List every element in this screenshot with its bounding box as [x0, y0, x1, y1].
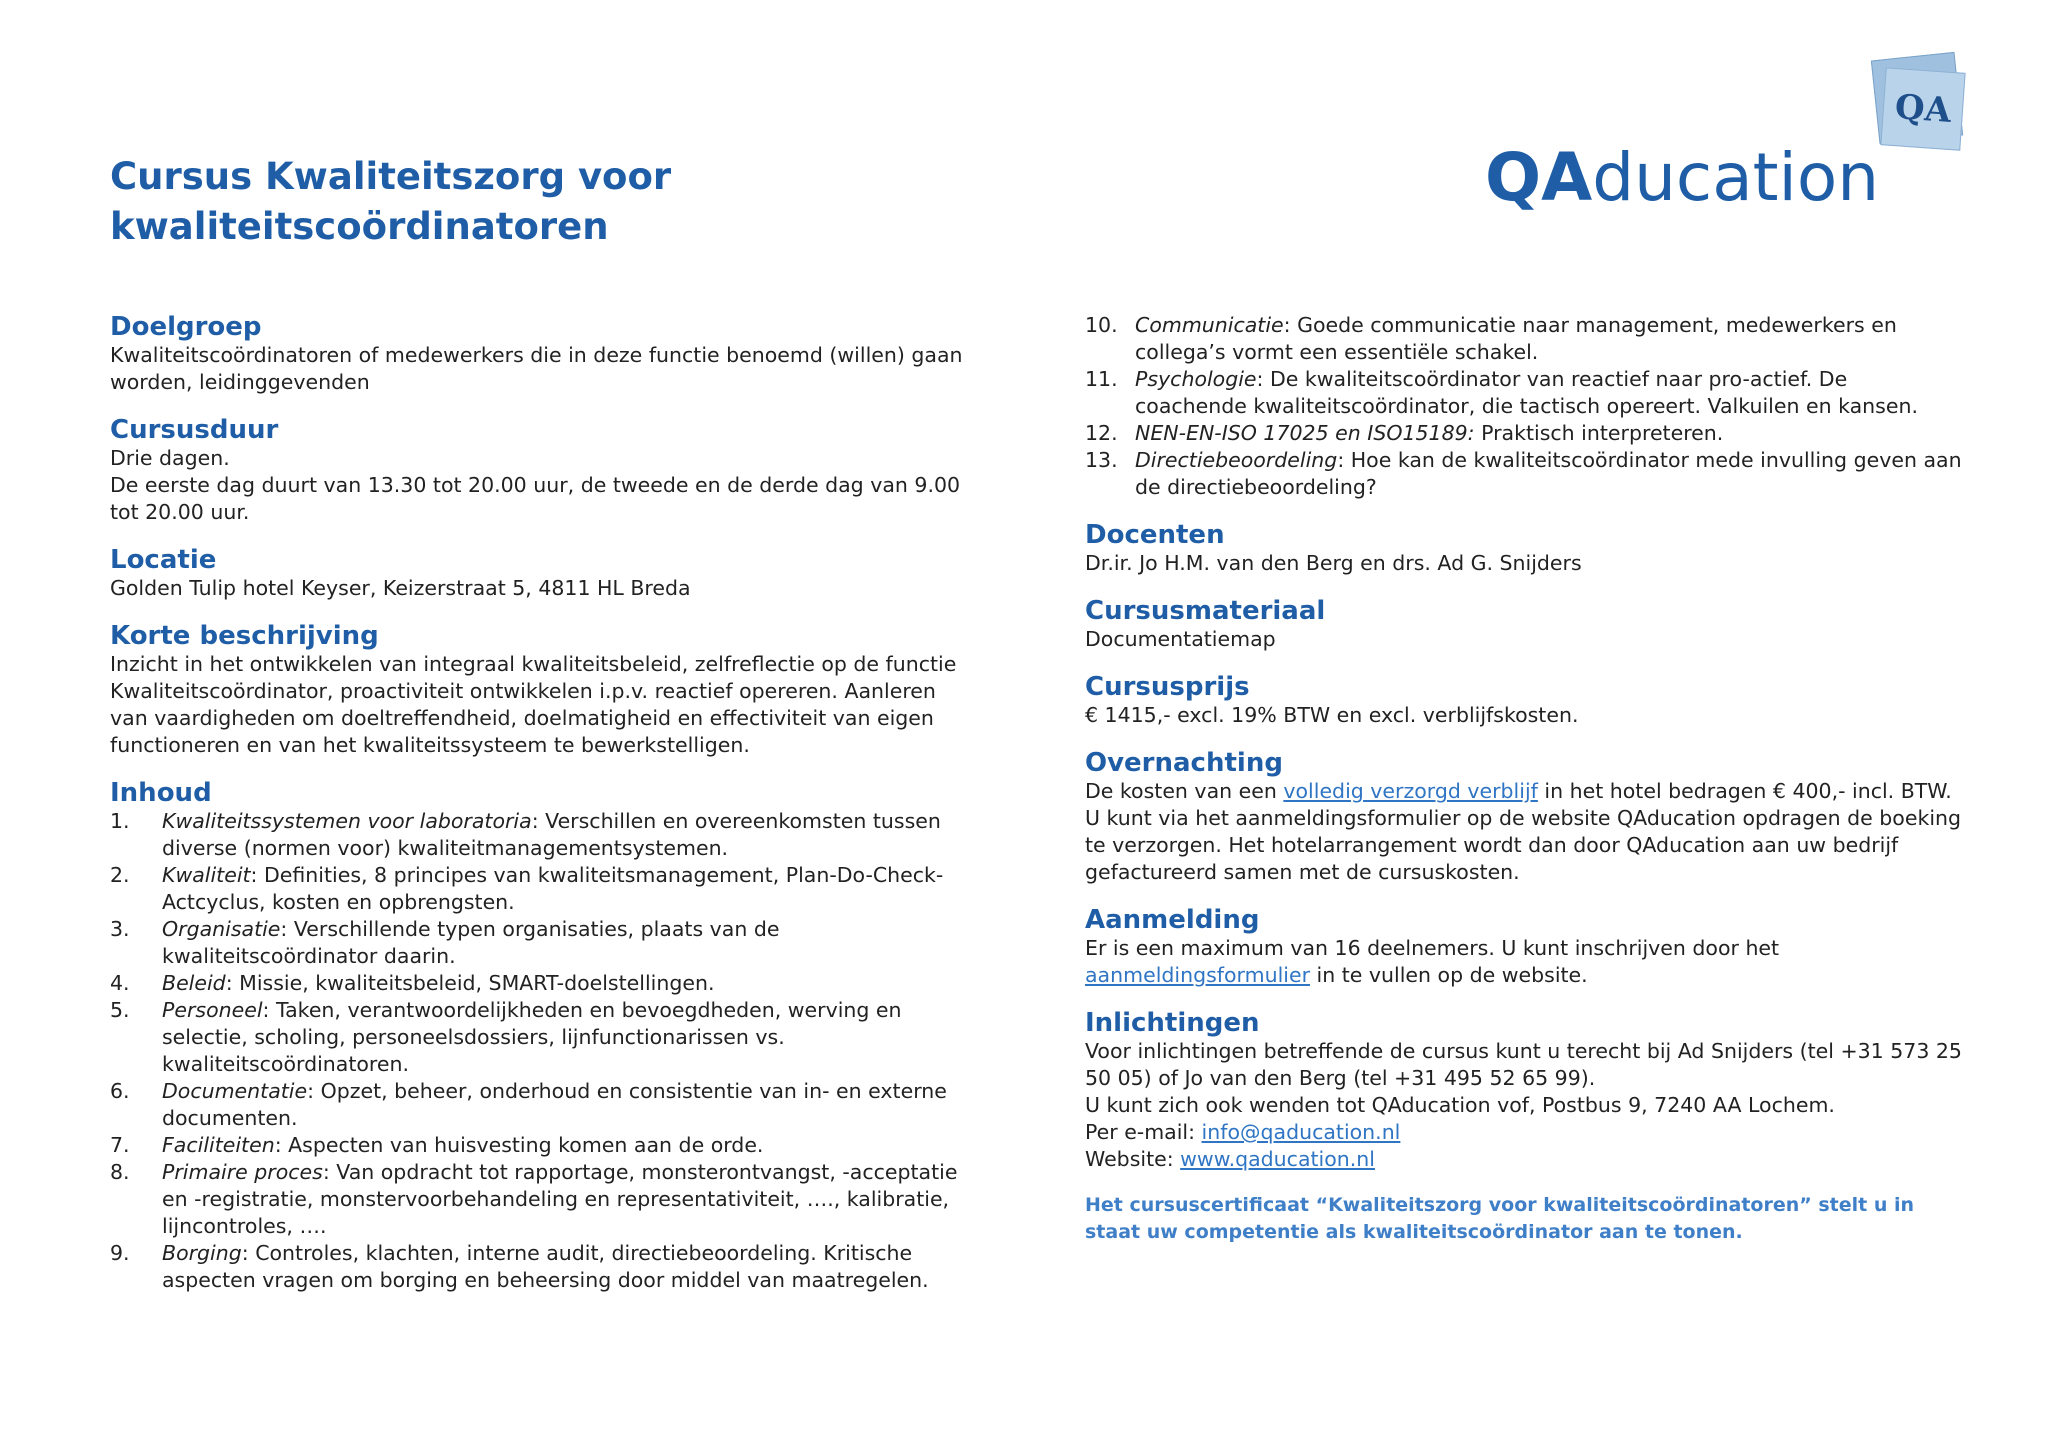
- section-heading: Inhoud: [110, 778, 212, 808]
- section-heading: Cursusprijs: [1085, 672, 1250, 702]
- section-inhoud: [110, 778, 970, 1294]
- logo-wordmark: QAducation: [1485, 139, 1880, 216]
- section-heading: Cursusmateriaal: [1085, 596, 1326, 626]
- section-text: Er is een maximum van 16 deelnemers. U kunt inschrijven door het aanmeldingsformulier in te vullen op de website.: [1085, 936, 1780, 987]
- section-text: U kunt zich ook wenden tot QAducation vof, Postbus 9, 7240 AA Lochem.: [1085, 1093, 1835, 1117]
- section-aanmelding: [1085, 905, 1965, 989]
- section-beschrijving: [110, 621, 970, 759]
- section-overnachting: [1085, 748, 1965, 886]
- section-text: Golden Tulip hotel Keyser, Keizerstraat 5, 4811 HL Breda: [110, 576, 691, 600]
- section-heading: Doelgroep: [110, 312, 262, 342]
- section-text: Dr.ir. Jo H.M. van den Berg en drs. Ad G. Snijders: [1085, 551, 1582, 575]
- section-text: Inzicht in het ontwikkelen van integraal kwaliteitsbeleid, zelfreflectie op de functie Kwaliteitscoördinator, proactiviteit ontwikkelen i.p.v. reactief opereren. Aanleren van vaardigheden om doeltreffendheid, doelmatigheid en effectiviteit van eigen functioneren en van het kwaliteitssysteem te bewerkstelligen.: [110, 652, 957, 757]
- section-text: Documentatiemap: [1085, 627, 1276, 651]
- section-text: € 1415,- excl. 19% BTW en excl. verblijfskosten.: [1085, 703, 1579, 727]
- section-heading: Docenten: [1085, 520, 1225, 550]
- section-text: Drie dagen.: [110, 446, 230, 470]
- aanmeldingsformulier-link[interactable]: aanmeldingsformulier: [1085, 963, 1311, 987]
- list-item: 6. Documentatie: Opzet, beheer, onderhoud en consistentie van in- en externe documenten.: [110, 1079, 947, 1130]
- list-item: 9. Borging: Controles, klachten, interne audit, directiebeoordeling. Kritische aspecten vragen om borging en beheersing door middel van maatregelen.: [110, 1241, 929, 1292]
- section-locatie: [110, 545, 970, 602]
- section-text: Voor inlichtingen betreffende de cursus kunt u terecht bij Ad Snijders (tel +31 573 25 50 05) of Jo van den Berg (tel +31 495 52 65 99).: [1085, 1039, 1962, 1090]
- list-item: 4. Beleid: Missie, kwaliteitsbeleid, SMART-doelstellingen.: [110, 971, 715, 995]
- list-item: 2. Kwaliteit: Definities, 8 principes van kwaliteitsmanagement, Plan-Do-Check-Actcyclus, kosten en opbrengsten.: [110, 863, 944, 914]
- list-item: 7. Faciliteiten: Aspecten van huisvesting komen aan de orde.: [110, 1133, 764, 1157]
- list-item: 11. Psychologie: De kwaliteitscoördinator van reactief naar pro-actief. De coachende kwaliteitscoördinator, die tactisch opereert. Valkuilen en kansen.: [1085, 367, 1918, 418]
- list-item: 5. Personeel: Taken, verantwoordelijkheden en bevoegdheden, werving en selectie, scholing, personeelsdossiers, lijnfunctionarissen vs. kwaliteitscoördinatoren.: [110, 998, 902, 1076]
- section-heading: Korte beschrijving: [110, 621, 379, 651]
- certificate-statement: Het cursuscertificaat “Kwaliteitszorg voor kwaliteitscoördinatoren” stelt u in staat uw competentie als kwaliteitscoördinator aan te tonen.: [1085, 1194, 1915, 1243]
- section-cursusprijs: [1085, 672, 1965, 729]
- section-text: U kunt via het aanmeldingsformulier op de website QAducation opdragen de boeking te verzorgen. Het hotelarrangement wordt dan door QAducation aan uw bedrijf gefactureerd samen met de cursuskosten.: [1085, 806, 1962, 884]
- email-line: Per e-mail: info@qaducation.nl: [1085, 1120, 1401, 1144]
- verblijf-link[interactable]: volledig verzorgd verblijf: [1283, 779, 1538, 803]
- logo-badge-icon: QA: [1880, 67, 1965, 150]
- left-column: [110, 312, 970, 1313]
- list-item: 3. Organisatie: Verschillende typen organisaties, plaats van de kwaliteitscoördinator daarin.: [110, 917, 780, 968]
- section-cursusmateriaal: [1085, 596, 1965, 653]
- list-item: 8. Primaire proces: Van opdracht tot rapportage, monsterontvangst, -acceptatie en -registratie, monstervoorbehandeling en representativiteit, …., kalibratie, lijncontroles, ….: [110, 1160, 958, 1238]
- section-heading: Overnachting: [1085, 748, 1283, 778]
- list-item: 13. Directiebeoordeling: Hoe kan de kwaliteitscoördinator mede invulling geven aan de directiebeoordeling?: [1085, 448, 1962, 499]
- section-heading: Aanmelding: [1085, 905, 1260, 935]
- list-item: 10. Communicatie: Goede communicatie naar management, medewerkers en collega’s vormt een essentiële schakel.: [1085, 313, 1897, 364]
- inhoud-list: [110, 808, 970, 1294]
- section-doelgroep: [110, 312, 970, 396]
- section-heading: Cursusduur: [110, 415, 279, 445]
- website-link[interactable]: www.qaducation.nl: [1180, 1147, 1375, 1171]
- section-inlichtingen: [1085, 1008, 1965, 1173]
- section-heading: Locatie: [110, 545, 217, 575]
- section-cursusduur: [110, 415, 970, 526]
- inhoud-list-continued: [1085, 312, 1965, 501]
- title-line-2: kwaliteitscoördinatoren: [110, 205, 609, 248]
- website-line: Website: www.qaducation.nl: [1085, 1147, 1375, 1171]
- page-title: [110, 152, 870, 252]
- section-text: De eerste dag duurt van 13.30 tot 20.00 uur, de tweede en de derde dag van 9.00 tot 20.00 uur.: [110, 473, 961, 524]
- list-item: 1. Kwaliteitssystemen voor laboratoria: Verschillen en overeenkomsten tussen diverse (normen voor) kwaliteitmanagementsystemen.: [110, 809, 941, 860]
- section-text: De kosten van een volledig verzorgd verblijf in het hotel bedragen € 400,- incl. BTW.: [1085, 779, 1952, 803]
- email-link[interactable]: info@qaducation.nl: [1201, 1120, 1401, 1144]
- right-column: [1085, 312, 1965, 1265]
- section-heading: Inlichtingen: [1085, 1008, 1260, 1038]
- section-text: Kwaliteitscoördinatoren of medewerkers die in deze functie benoemd (willen) gaan worden, leidinggevenden: [110, 343, 963, 394]
- list-item: 12. NEN-EN-ISO 17025 en ISO15189: Praktisch interpreteren.: [1085, 421, 1724, 445]
- qaducation-logo: [1480, 50, 1980, 216]
- section-docenten: [1085, 520, 1965, 577]
- title-line-1: Cursus Kwaliteitszorg voor: [110, 155, 672, 198]
